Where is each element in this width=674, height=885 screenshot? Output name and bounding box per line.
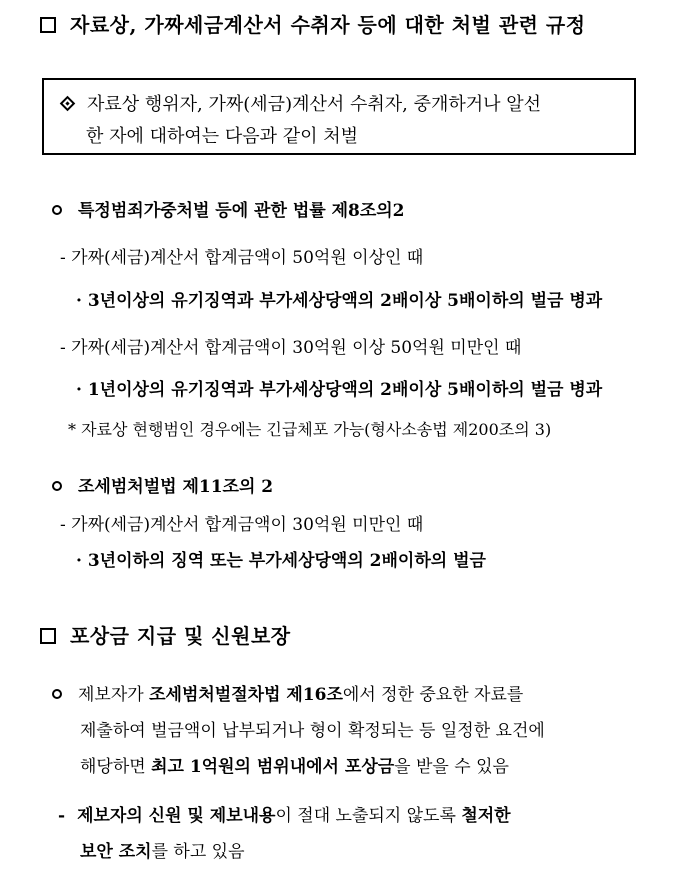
section-title: 포상금 지급 및 신원보장 xyxy=(40,620,291,649)
section-title: 자료상, 가짜세금계산서 수취자 등에 대한 처벌 관련 규정 xyxy=(40,9,586,38)
paragraph-line: 해당하면 최고 1억원의 범위내에서 포상금을 받을 수 있음 xyxy=(80,757,509,777)
circle-bullet-icon xyxy=(52,689,62,699)
circle-bullet-icon xyxy=(52,481,62,491)
law-heading: 조세범처벌법 제11조의 2 xyxy=(52,472,273,497)
circle-bullet-icon xyxy=(52,205,62,215)
law-subitem: · 3년이하의 징역 또는 부가세상당액의 2배이하의 벌금 xyxy=(76,551,486,571)
law-subitem: · 3년이상의 유기징역과 부가세상당액의 2배이상 5배이하의 벌금 병과 xyxy=(76,291,603,311)
paragraph-line: 제출하여 벌금액이 납부되거나 형이 확정되는 등 일정한 요건에 xyxy=(80,721,545,741)
square-bullet-icon xyxy=(40,17,56,33)
law-item: - 가짜(세금)계산서 합계금액이 30억원 미만인 때 xyxy=(60,515,424,535)
summary-line-1: 자료상 행위자, 가짜(세금)계산서 수취자, 중개하거나 알선 xyxy=(58,90,541,116)
paragraph-line: - 제보자의 신원 및 제보내용이 절대 노출되지 않도록 철저한 xyxy=(58,806,511,826)
law-heading: 특정범죄가중처벌 등에 관한 법률 제8조의2 xyxy=(52,196,405,221)
note: * 자료상 현행범인 경우에는 긴급체포 가능(형사소송법 제200조의 3) xyxy=(68,420,552,439)
summary-line-2: 한 자에 대하여는 다음과 같이 처벌 xyxy=(86,126,359,147)
law-item: - 가짜(세금)계산서 합계금액이 50억원 이상인 때 xyxy=(60,248,424,268)
law-item: - 가짜(세금)계산서 합계금액이 30억원 이상 50억원 미만인 때 xyxy=(60,338,522,358)
diamond-bullet-icon xyxy=(60,96,76,112)
paragraph-line: 제보자가 조세범처벌절차법 제16조에서 정한 중요한 자료를 xyxy=(52,680,523,705)
law-subitem: · 1년이상의 유기징역과 부가세상당액의 2배이상 5배이하의 벌금 병과 xyxy=(76,380,603,400)
paragraph-line: 보안 조치를 하고 있음 xyxy=(80,842,245,862)
square-bullet-icon xyxy=(40,628,56,644)
